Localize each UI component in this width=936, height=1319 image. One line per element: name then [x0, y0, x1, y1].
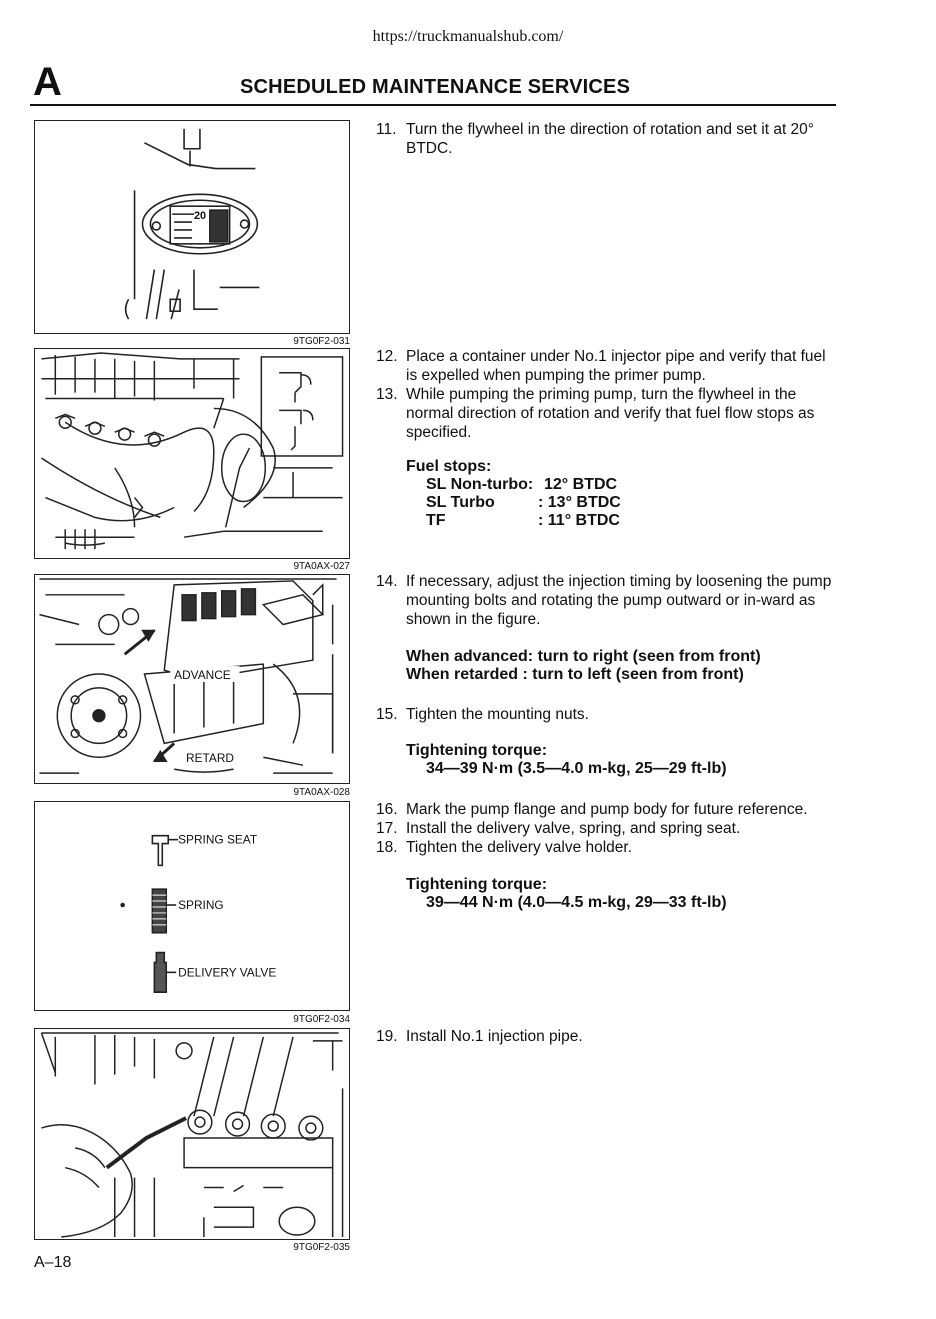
fuel-stops-heading: Fuel stops: — [406, 458, 492, 475]
step-15 — [376, 705, 838, 724]
step-number: 18. — [376, 839, 398, 856]
retard-note-line: When retarded : turn to left (seen from front) — [406, 666, 744, 683]
torque-value: 34—39 N·m (3.5—4.0 m-kg, 25—29 ft-lb) — [426, 760, 727, 777]
section-letter: A — [33, 60, 62, 104]
spec-value: : 11° BTDC — [538, 512, 620, 529]
step-text: Install the delivery valve, spring, and spring seat. — [406, 820, 741, 837]
step-text: Turn the flywheel in the direction of rotation and set it at 20° BTDC. — [406, 121, 814, 157]
flywheel-timing-illustration — [35, 121, 349, 333]
page-number: A–18 — [34, 1254, 72, 1271]
torque-heading: Tightening torque: — [406, 742, 548, 759]
figure-id: 9TG0F2-034 — [293, 1014, 350, 1025]
spec-value: : 13° BTDC — [538, 494, 621, 511]
figure-id: 9TG0F2-035 — [293, 1242, 350, 1253]
figure-flywheel-timing-mark — [34, 120, 350, 334]
source-url: https://truckmanualshub.com/ — [372, 28, 564, 45]
spec-key: SL Non-turbo: — [426, 476, 534, 493]
spring-seat-label: SPRING SEAT — [178, 832, 258, 847]
step-11 — [376, 120, 838, 158]
steps-16-18 — [376, 800, 838, 857]
page-title: SCHEDULED MAINTENANCE SERVICES — [240, 76, 631, 98]
fuel-stops-spec — [376, 458, 838, 530]
pump-rotation-illustration — [35, 575, 349, 783]
step-number: 19. — [376, 1028, 398, 1045]
advance-label: ADVANCE — [174, 668, 231, 682]
step-text: Tighten the delivery valve holder. — [406, 839, 633, 856]
step-number: 15. — [376, 706, 398, 723]
figure-id: 9TG0F2-031 — [293, 336, 350, 347]
spring-label: SPRING — [178, 897, 224, 912]
step-number: 17. — [376, 820, 398, 837]
install-pipe-illustration — [35, 1029, 349, 1239]
step-number: 12. — [376, 348, 398, 365]
step-text: Tighten the mounting nuts. — [406, 706, 589, 723]
steps-12-13 — [376, 347, 838, 442]
step-text: Mark the pump flange and pump body for future reference. — [406, 801, 808, 818]
figure-pump-rotation — [34, 574, 350, 784]
step-text: While pumping the priming pump, turn the flywheel in the normal direction of rotation and verify that fuel flow stops as specified. — [406, 386, 815, 441]
delivery-valve-label: DELIVERY VALVE — [178, 965, 277, 980]
delivery-valve-parts-illustration — [35, 802, 349, 1010]
tightening-torque-2 — [376, 876, 838, 912]
torque-value: 39—44 N·m (4.0—4.5 m-kg, 29—33 ft-lb) — [426, 894, 727, 911]
figure-delivery-valve-parts — [34, 801, 350, 1011]
figure-install-injection-pipe — [34, 1028, 350, 1240]
spec-value: 12° BTDC — [544, 476, 618, 493]
step-19 — [376, 1027, 838, 1046]
step-number: 14. — [376, 573, 398, 590]
advance-retard-note — [376, 648, 838, 684]
figure-injector-pipe-container — [34, 348, 350, 559]
injector-pipe-illustration — [35, 349, 349, 558]
step-text: Place a container under No.1 injector pipe and verify that fuel is expelled when pumping the primer pump. — [406, 348, 826, 384]
header-rule — [30, 104, 836, 106]
tightening-torque-1 — [376, 742, 838, 778]
spec-key: TF — [426, 512, 446, 529]
torque-heading: Tightening torque: — [406, 876, 548, 893]
step-text: Install No.1 injection pipe. — [406, 1028, 583, 1045]
timing-20-label: 20 — [193, 210, 207, 223]
spec-key: SL Turbo — [426, 494, 495, 511]
step-number: 16. — [376, 801, 398, 818]
advance-note-line: When advanced: turn to right (seen from front) — [406, 648, 761, 665]
figure-id: 9TA0AX-028 — [293, 787, 350, 798]
retard-label: RETARD — [186, 751, 235, 766]
figure-id: 9TA0AX-027 — [293, 561, 350, 572]
step-number: 13. — [376, 386, 398, 403]
step-text: If necessary, adjust the injection timing by loosening the pump mounting bolts and rotating the pump outward or in-ward as shown in the figure. — [406, 573, 832, 628]
step-14 — [376, 572, 838, 629]
step-number: 11. — [376, 121, 397, 138]
